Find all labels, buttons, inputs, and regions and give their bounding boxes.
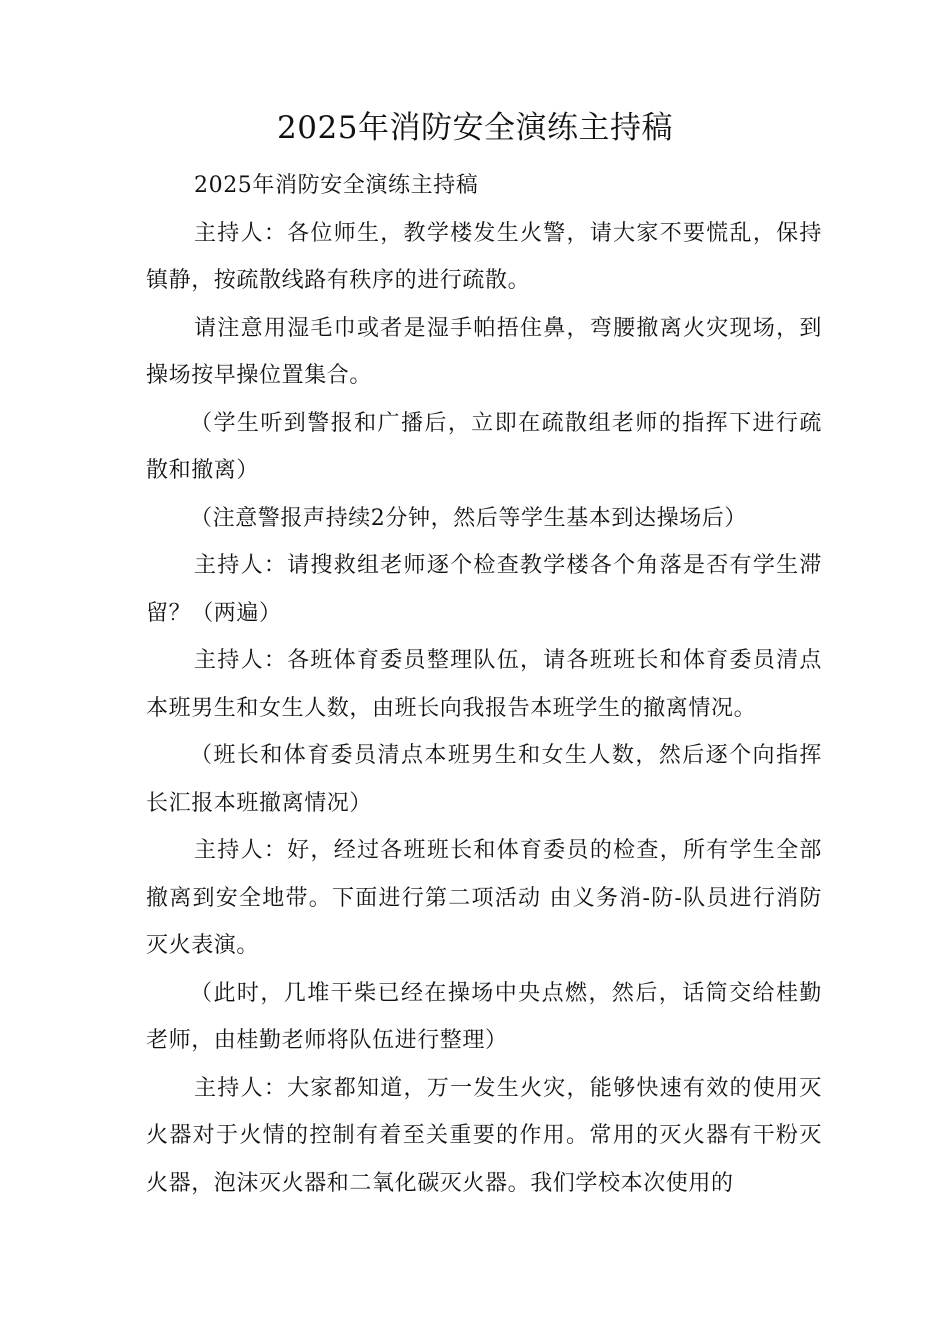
paragraph-host-next-activity: 主持人：好，经过各班班长和体育委员的检查，所有学生全部撤离到安全地带。下面进行第二项活动 由义务消-防-队员进行消防灭火表演。 bbox=[146, 838, 822, 958]
paragraph-host-headcount: 主持人：各班体育委员整理队伍，请各班班长和体育委员清点本班男生和女生人数，由班长向我报告本班学生的撤离情况。 bbox=[146, 648, 822, 721]
paragraph-stage-direction-alarm: （注意警报声持续2分钟，然后等学生基本到达操场后） bbox=[190, 505, 747, 531]
paragraph-subtitle: 2025年消防安全演练主持稿 bbox=[194, 173, 479, 198]
paragraph-stage-direction-evacuation: （学生听到警报和广播后，立即在疏散组老师的指挥下进行疏散和撤离） bbox=[146, 410, 822, 483]
document-body bbox=[146, 162, 822, 1207]
paragraph-wet-towel: 请注意用湿毛巾或者是湿手帕捂住鼻，弯腰撤离火灾现场，到操场按早操位置集合。 bbox=[146, 315, 822, 388]
paragraph-host-search: 主持人：请搜救组老师逐个检查教学楼各个角落是否有学生滞留？（两遍） bbox=[146, 553, 822, 626]
document-title: 2025年消防安全演练主持稿 bbox=[277, 110, 673, 146]
paragraph-stage-direction-fire: （此时，几堆干柴已经在操场中央点燃，然后，话筒交给桂勤老师，由桂勤老师将队伍进行整理） bbox=[146, 980, 822, 1053]
paragraph-host-evacuate: 主持人：各位师生，教学楼发生火警，请大家不要慌乱，保持镇静，按疏散线路有秩序的进行疏散。 bbox=[146, 220, 822, 293]
paragraph-host-extinguishers: 主持人：大家都知道，万一发生火灾，能够快速有效的使用灭火器对于火情的控制有着至关重要的作用。常用的灭火器有干粉灭火器，泡沫灭火器和二氧化碳灭火器。我们学校本次使用的 bbox=[146, 1075, 822, 1196]
paragraph-stage-direction-report: （班长和体育委员清点本班男生和女生人数，然后逐个向指挥长汇报本班撤离情况） bbox=[146, 743, 822, 816]
